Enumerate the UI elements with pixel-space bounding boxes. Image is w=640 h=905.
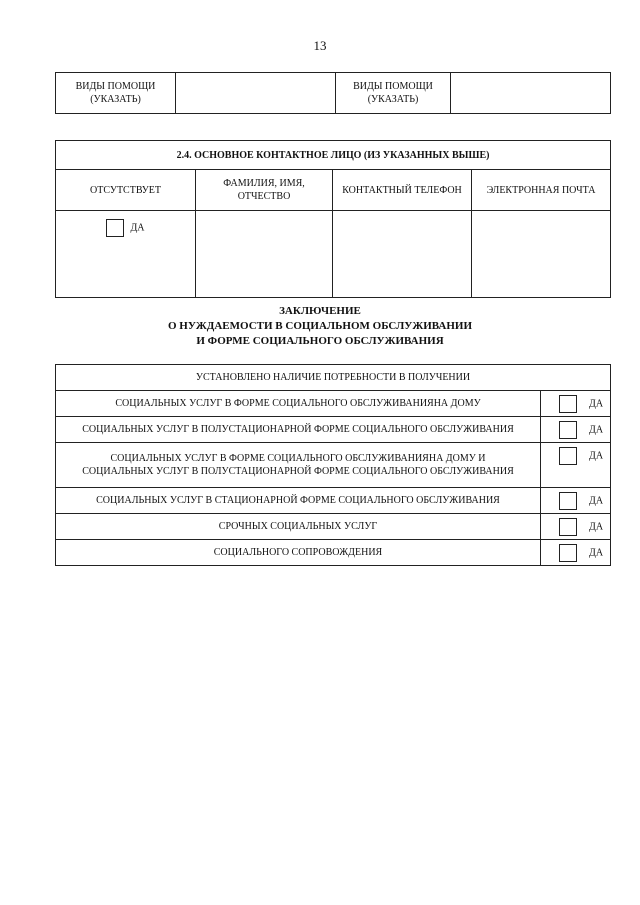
help-types-value-left[interactable] (176, 73, 336, 114)
label-line-1: СОЦИАЛЬНЫХ УСЛУГ В ФОРМЕ СОЦИАЛЬНОГО ОБСЛУЖИВАНИЯНА ДОМУ И (110, 453, 486, 464)
column-full-name: ФАМИЛИЯ, ИМЯ, ОТЧЕСТВО (196, 170, 333, 211)
help-types-label-right: ВИДЫ ПОМОЩИ (УКАЗАТЬ) (336, 73, 451, 114)
absent-checkbox[interactable] (106, 219, 124, 237)
absent-checkbox-label: ДА (130, 222, 145, 234)
full-name-field[interactable] (196, 211, 333, 298)
need-semi-stationary-option (541, 417, 611, 443)
conclusion-subtitle-1: О НУЖДАЕМОСТИ В СОЦИАЛЬНОМ ОБСЛУЖИВАНИИ (167, 320, 473, 332)
need-home-service-label: СОЦИАЛЬНЫХ УСЛУГ В ФОРМЕ СОЦИАЛЬНОГО ОБСЛУЖИВАНИЯНА ДОМУ (56, 391, 541, 417)
need-home-and-semi-stationary-option (541, 443, 611, 488)
need-social-support-label: СОЦИАЛЬНОГО СОПРОВОЖДЕНИЯ (56, 540, 541, 566)
conclusion-subtitle-2: И ФОРМЕ СОЦИАЛЬНОГО ОБСЛУЖИВАНИЯ (196, 335, 444, 347)
absent-cell (56, 211, 196, 298)
email-field[interactable] (472, 211, 611, 298)
need-social-support-checkbox[interactable] (559, 544, 577, 562)
need-social-support-option (541, 540, 611, 566)
need-urgent-services-checkbox[interactable] (559, 518, 577, 536)
option-label: ДА (589, 494, 604, 506)
option-label: ДА (589, 546, 604, 558)
need-home-service-option (541, 391, 611, 417)
column-email: ЭЛЕКТРОННАЯ ПОЧТА (472, 170, 611, 211)
need-home-and-semi-stationary-label (56, 443, 541, 488)
need-stationary-label: СОЦИАЛЬНЫХ УСЛУГ В СТАЦИОНАРНОЙ ФОРМЕ СОЦИАЛЬНОГО ОБСЛУЖИВАНИЯ (56, 488, 541, 514)
need-stationary-option (541, 488, 611, 514)
column-absent: ОТСУТСТВУЕТ (56, 170, 196, 211)
phone-field[interactable] (333, 211, 472, 298)
page-number: 13 (313, 38, 327, 53)
need-urgent-services-option (541, 514, 611, 540)
help-types-label-left: ВИДЫ ПОМОЩИ (УКАЗАТЬ) (56, 73, 176, 114)
need-semi-stationary-label: СОЦИАЛЬНЫХ УСЛУГ В ПОЛУСТАЦИОНАРНОЙ ФОРМЕ СОЦИАЛЬНОГО ОБСЛУЖИВАНИЯ (56, 417, 541, 443)
help-types-table (55, 72, 611, 114)
needs-table (55, 364, 611, 566)
option-label: ДА (589, 397, 604, 409)
needs-table-header: УСТАНОВЛЕНО НАЛИЧИЕ ПОТРЕБНОСТИ В ПОЛУЧЕНИИ (56, 365, 611, 391)
need-stationary-checkbox[interactable] (559, 492, 577, 510)
label-line-2: СОЦИАЛЬНЫХ УСЛУГ В ПОЛУСТАЦИОНАРНОЙ ФОРМЕ СОЦИАЛЬНОГО ОБСЛУЖИВАНИЯ (82, 466, 514, 477)
column-phone: КОНТАКТНЫЙ ТЕЛЕФОН (333, 170, 472, 211)
help-types-value-right[interactable] (451, 73, 611, 114)
need-home-and-semi-stationary-checkbox[interactable] (559, 447, 577, 465)
option-label: ДА (589, 450, 604, 462)
option-label: ДА (589, 423, 604, 435)
conclusion-heading (0, 304, 640, 349)
need-semi-stationary-checkbox[interactable] (559, 421, 577, 439)
need-urgent-services-label: СРОЧНЫХ СОЦИАЛЬНЫХ УСЛУГ (56, 514, 541, 540)
contact-person-table (55, 140, 611, 298)
contact-table-title: 2.4. ОСНОВНОЕ КОНТАКТНОЕ ЛИЦО (ИЗ УКАЗАННЫХ ВЫШЕ) (56, 141, 611, 170)
need-home-service-checkbox[interactable] (559, 395, 577, 413)
option-label: ДА (589, 520, 604, 532)
conclusion-title: ЗАКЛЮЧЕНИЕ (279, 305, 361, 317)
